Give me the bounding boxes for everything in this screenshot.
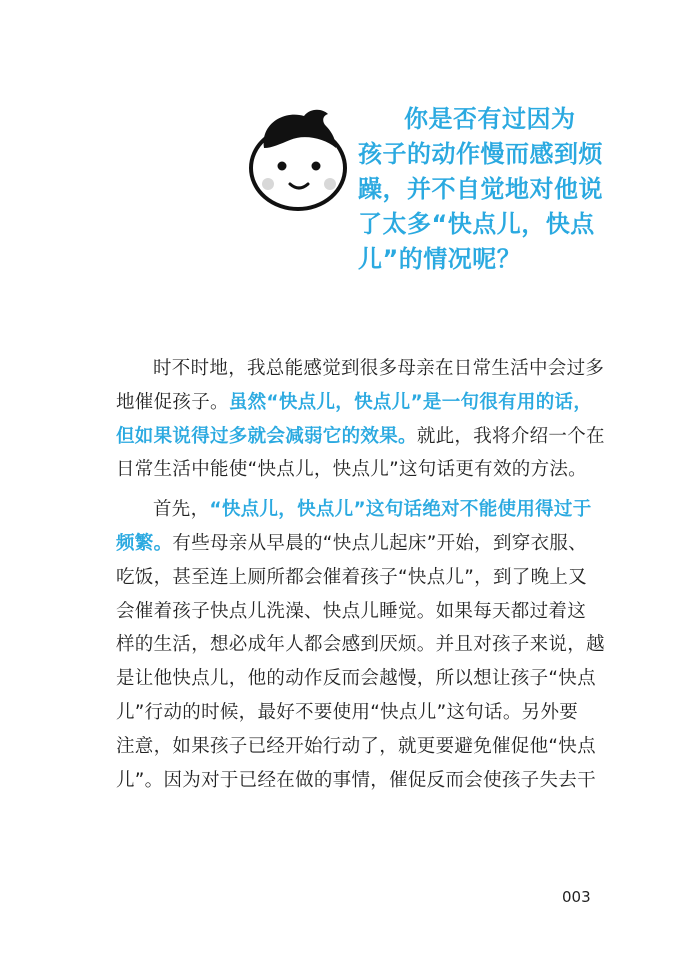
text-run: 地催促孩子。 xyxy=(116,391,229,413)
paragraph-line xyxy=(116,527,590,561)
highlight-text: 虽然“快点儿，快点儿”是一句很有用的话， xyxy=(228,391,593,413)
page-number: 003 xyxy=(562,888,591,906)
intro-line: 儿”的情况呢？ xyxy=(358,245,522,273)
highlight-text: “快点儿，快点儿”这句话绝对不能使用得过于 xyxy=(209,499,592,521)
paragraph-line xyxy=(116,386,593,420)
boy-face-icon xyxy=(244,104,354,214)
intro-line: 孩子的动作慢而感到烦 xyxy=(358,140,603,168)
highlight-text: 频繁。 xyxy=(116,532,173,554)
text-run: 有些母亲从早晨的“快点儿起床”开始，到穿衣服、 xyxy=(172,532,587,554)
paragraph-line xyxy=(116,420,605,454)
text-run: 就此，我将介绍一个在 xyxy=(416,425,605,447)
paragraph-line: 注意，如果孩子已经开始行动了，就更要避免催促他“快点 xyxy=(116,735,596,757)
paragraph-line: 儿”。因为对于已经在做的事情，催促反而会使孩子失去干 xyxy=(116,769,596,791)
text-run: 首先， xyxy=(153,499,210,521)
intro-question xyxy=(358,102,628,277)
paragraph-line: 会催着孩子快点儿洗澡、快点儿睡觉。如果每天都过着这 xyxy=(116,600,587,622)
paragraph-line: 样的生活，想必成年人都会感到厌烦。并且对孩子来说，越 xyxy=(116,634,605,656)
paragraph-line: 时不时地，我总能感觉到很多母亲在日常生活中会过多 xyxy=(153,358,605,379)
paragraph-line: 吃饭，甚至连上厕所都会催着孩子“快点儿”，到了晚上又 xyxy=(116,566,587,588)
paragraph-line: 日常生活中能使“快点儿，快点儿”这句话更有效的方法。 xyxy=(116,459,587,481)
intro-line: 了太多“快点儿，快点 xyxy=(358,210,595,238)
body-text xyxy=(116,352,605,797)
paragraph-line xyxy=(116,493,590,527)
intro-line: 你是否有过因为 xyxy=(404,105,576,133)
intro-line: 躁，并不自觉地对他说 xyxy=(358,175,603,203)
paragraph-line: 是让他快点儿，他的动作反而会越慢，所以想让孩子“快点 xyxy=(116,668,596,690)
highlight-text: 但如果说得过多就会减弱它的效果。 xyxy=(116,425,417,447)
paragraph-line: 儿”行动的时候，最好不要使用“快点儿”这句话。另外要 xyxy=(116,701,579,723)
